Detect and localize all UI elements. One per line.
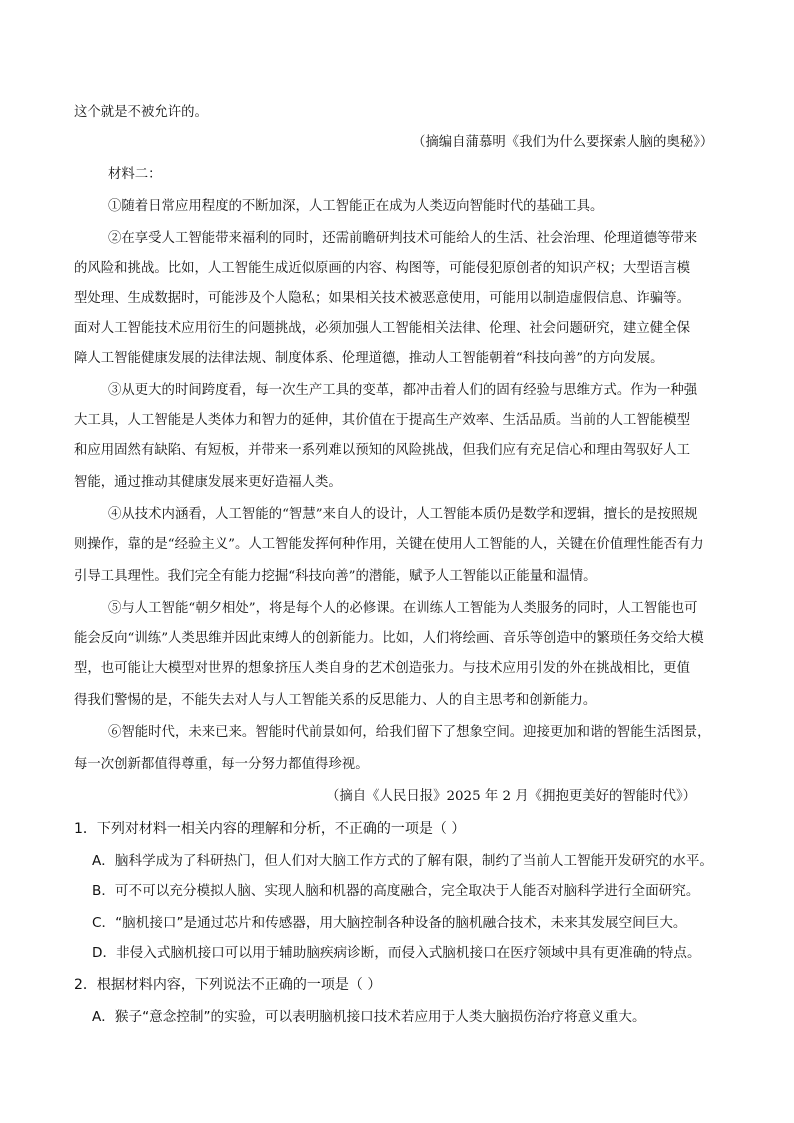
answer-option-a[interactable]: A．猴子“意念控制”的实验，可以表明脑机接口技术若应用于人类大脑损伤治疗将意义重大。 xyxy=(92,1009,646,1025)
paragraph-line: 能会反向“训练”人类思维并因此束缚人的创新能力。比如，人们将绘画、音乐等创造中的繁琐任务交给大模 xyxy=(74,631,704,646)
paragraph-line: 智能，通过推动其健康发展来更好造福人类。 xyxy=(74,475,342,490)
paragraph-line: 型，也可能让大模型对世界的想象挤压人类自身的艺术创造张力。与技术应用引发的外在挑战相比，更值 xyxy=(74,661,690,676)
question-stem: 2．根据材料内容，下列说法不正确的一项是（ ） xyxy=(74,977,382,993)
paragraph-line: 引导工具理性。我们完全有能力挖掘“科技向善”的潜能，赋予人工智能以正能量和温情。 xyxy=(74,569,597,584)
paragraph-line: 障人工智能健康发展的法律法规、制度体系、伦理道德，推动人工智能朝着“科技向善”的方向发展。 xyxy=(74,351,664,366)
paragraph-line: 型处理、生成数据时，可能涉及个人隐私；如果相关技术被恶意使用，可能用以制造虚假信息、诈骗等。 xyxy=(74,291,690,306)
paragraph-line: ③从更大的时间跨度看，每一次生产工具的变革，都冲击着人们的固有经验与思维方式。作为一种强 xyxy=(108,383,698,398)
paragraph-line: 面对人工智能技术应用衍生的问题挑战，必须加强人工智能相关法律、伦理、社会问题研究，建立健全保 xyxy=(74,321,690,336)
question-stem: 1．下列对材料一相关内容的理解和分析，不正确的一项是（ ） xyxy=(74,821,466,837)
paragraph-line: 得我们警惕的是，不能失去对人与人工智能关系的反思能力、人的自主思考和创新能力。 xyxy=(74,693,597,708)
material2-heading: 材料二： xyxy=(108,167,162,182)
answer-option-a[interactable]: A．脑科学成为了科研热门，但人们对大脑工作方式的了解有限，制约了当前人工智能开发研究的水平。 xyxy=(92,853,714,869)
material2-source: （摘自《人民日报》2025 年 2 月《拥抱更美好的智能时代》） xyxy=(326,789,697,804)
paragraph-line: 则操作，靠的是“经验主义”。人工智能发挥何种作用，关键在使用人工智能的人，关键在价值理性能否有力 xyxy=(74,537,704,552)
answer-option-c[interactable]: C．“脑机接口”是通过芯片和传感器，用大脑控制各种设备的脑机融合技术，未来其发展空间巨大。 xyxy=(92,915,687,931)
paragraph-line: 和应用固然有缺陷、有短板，并带来一系列难以预知的风险挑战，但我们应有充足信心和理由驾驭好人工 xyxy=(74,443,690,458)
paragraph-line: ④从技术内涵看，人工智能的“智慧”来自人的设计，人工智能本质仍是数学和逻辑，擅长的是按照规 xyxy=(108,507,698,522)
material1-tail-text: 这个就是不被允许的。 xyxy=(74,105,208,120)
paragraph-line: ⑤与人工智能“朝夕相处”，将是每个人的必修课。在训练人工智能为人类服务的同时，人工智能也可 xyxy=(108,601,698,616)
paragraph-line: 大工具，人工智能是人类体力和智力的延伸，其价值在于提高生产效率、生活品质。当前的人工智能模型 xyxy=(74,413,690,428)
paragraph-line: 每一次创新都值得尊重，每一分努力都值得珍视。 xyxy=(74,757,369,772)
material1-source: （摘编自蒲慕明《我们为什么要探索人脑的奥秘》） xyxy=(412,135,714,150)
answer-option-d[interactable]: D．非侵入式脑机接口可以用于辅助脑疾病诊断，而侵入式脑机接口在医疗领域中具有更准确的特点。 xyxy=(92,945,701,961)
paragraph-line: ①随着日常应用程度的不断加深，人工智能正在成为人类迈向智能时代的基础工具。 xyxy=(108,199,604,214)
answer-option-b[interactable]: B．可不可以充分模拟人脑、实现人脑和机器的高度融合，完全取决于人能否对脑科学进行全面研究。 xyxy=(92,883,700,899)
paragraph-line: ②在享受人工智能带来福利的同时，还需前瞻研判技术可能给人的生活、社会治理、伦理道德等带来 xyxy=(108,231,698,246)
paragraph-line: ⑥智能时代，未来已来。智能时代前景如何，给我们留下了想象空间。迎接更加和谐的智能生活图景， xyxy=(108,725,711,740)
paragraph-line: 的风险和挑战。比如，人工智能生成近似原画的内容、构图等，可能侵犯原创者的知识产权；大型语言模 xyxy=(74,261,690,276)
